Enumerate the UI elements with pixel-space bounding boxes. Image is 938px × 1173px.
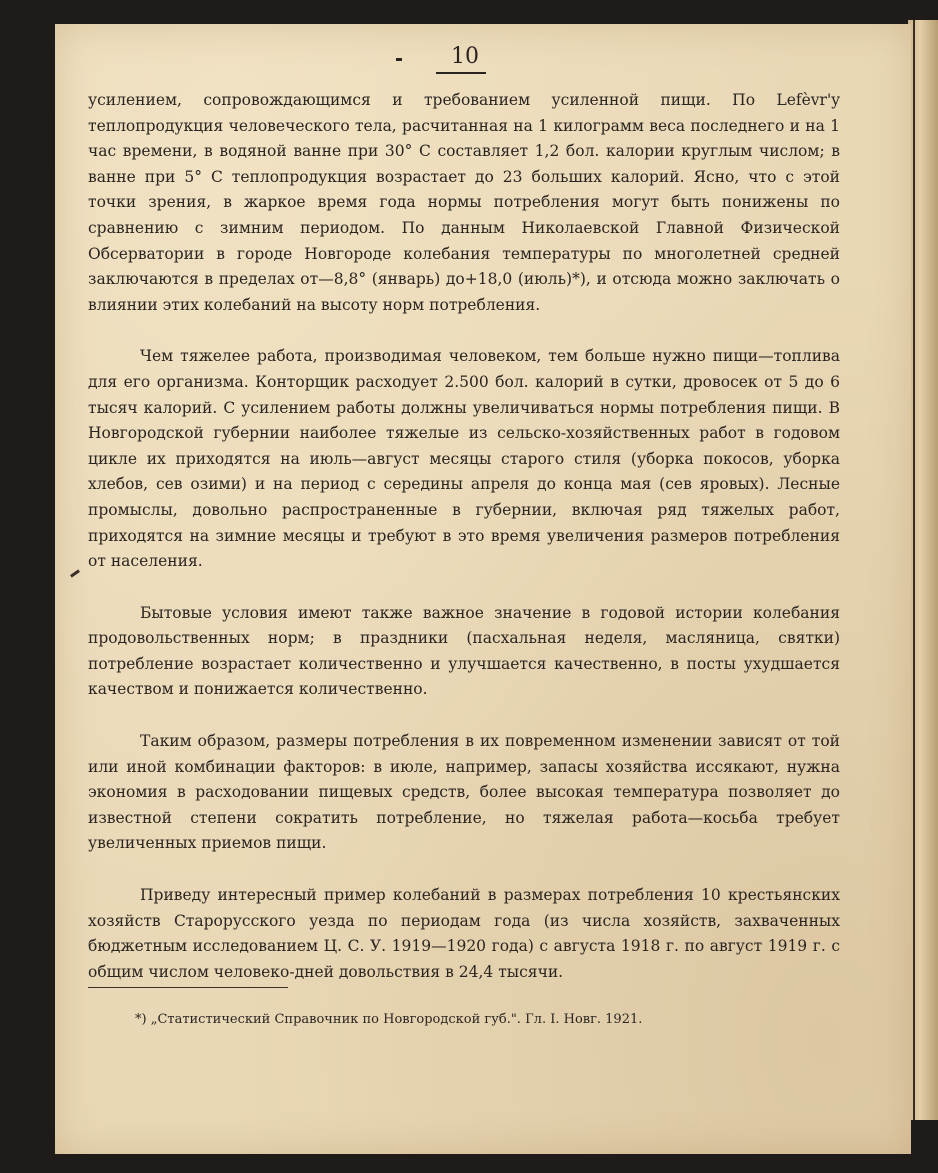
page-body: [88, 88, 840, 1011]
footnote-separator: [88, 987, 288, 988]
page-number: 10: [451, 44, 479, 69]
paragraph-4: Таким образом, размеры потребления в их повременном изменении зависят от той или иной комбинации факторов: в июле, например, запасы хозяйства иссякают, нужна экономия в расходовании пищевых средств, более высокая температура позволяет до известной степени сократить потребление, но тяжелая работа—косьба требует увеличенных приемов пищи.: [88, 732, 840, 853]
page-edge-line: [913, 20, 915, 1120]
paragraph-1: усилением, сопровождающимся и требованием усиленной пищи. По Lefèvr'y теплопродукция человеческого тела, расчитанная на 1 килограмм веса последнего и на 1 час времени, в водяной ванне при 30° C составляет 1,2 бол. калории круглым числом; в ванне при 5° C теплопродукция возрастает до 23 больших калорий. Ясно, что с этой точки зрения, в жаркое время года нормы потребления могут быть понижены по сравнению с зимним периодом. По данным Николаевской Главной Физической Обсерватории в городе Новгороде колебания температуры по многолетней средней заключаются в пределах от—8,8° (январь) до+18,0 (июль)*), и отсюда можно заключать о влиянии этих колебаний на высоту норм потребления.: [88, 91, 840, 314]
footnote: *) „Статистический Справочник по Новгородской губ.". Гл. I. Новг. 1921.: [135, 1012, 643, 1027]
paragraph-5: Приведу интересный пример колебаний в размерах потребления 10 крестьянских хозяйств Старорусского уезда по периодам года (из числа хозяйств, захваченных бюджетным исследованием Ц. С. У. 1919—1920 года) с августа 1918 г. по август 1919 г. с общим числом человеко-дней довольствия в 24,4 тысячи.: [88, 886, 840, 981]
paragraph-2: Чем тяжелее работа, производимая человеком, тем больше нужно пищи—топлива для его организма. Конторщик расходует 2.500 бол. калорий в сутки, дровосек от 5 до 6 тысяч калорий. С усилением работы должны увеличиваться нормы потребления пищи. В Новгородской губернии наиболее тяжелые из сельско-хозяйственных работ в годовом цикле их приходятся на июль—август месяцы старого стиля (уборка покосов, уборка хлебов, сев озими) и на период с середины апреля до конца мая (сев яровых). Лесные промыслы, довольно распространенные в губернии, включая ряд тяжелых работ, приходятся на зимние месяцы и требуют в это время увеличения размеров потребления от населения.: [88, 347, 840, 571]
decorative-mark: [396, 58, 402, 61]
page-number-underline: [436, 72, 486, 74]
paragraph-3: Бытовые условия имеют также важное значение в годовой истории колебания продовольственных норм; в праздники (пасхальная неделя, масляница, святки) потребление возрастает количественно и улучшается качественно, в посты ухудшается качеством и понижается количественно.: [88, 603, 840, 699]
